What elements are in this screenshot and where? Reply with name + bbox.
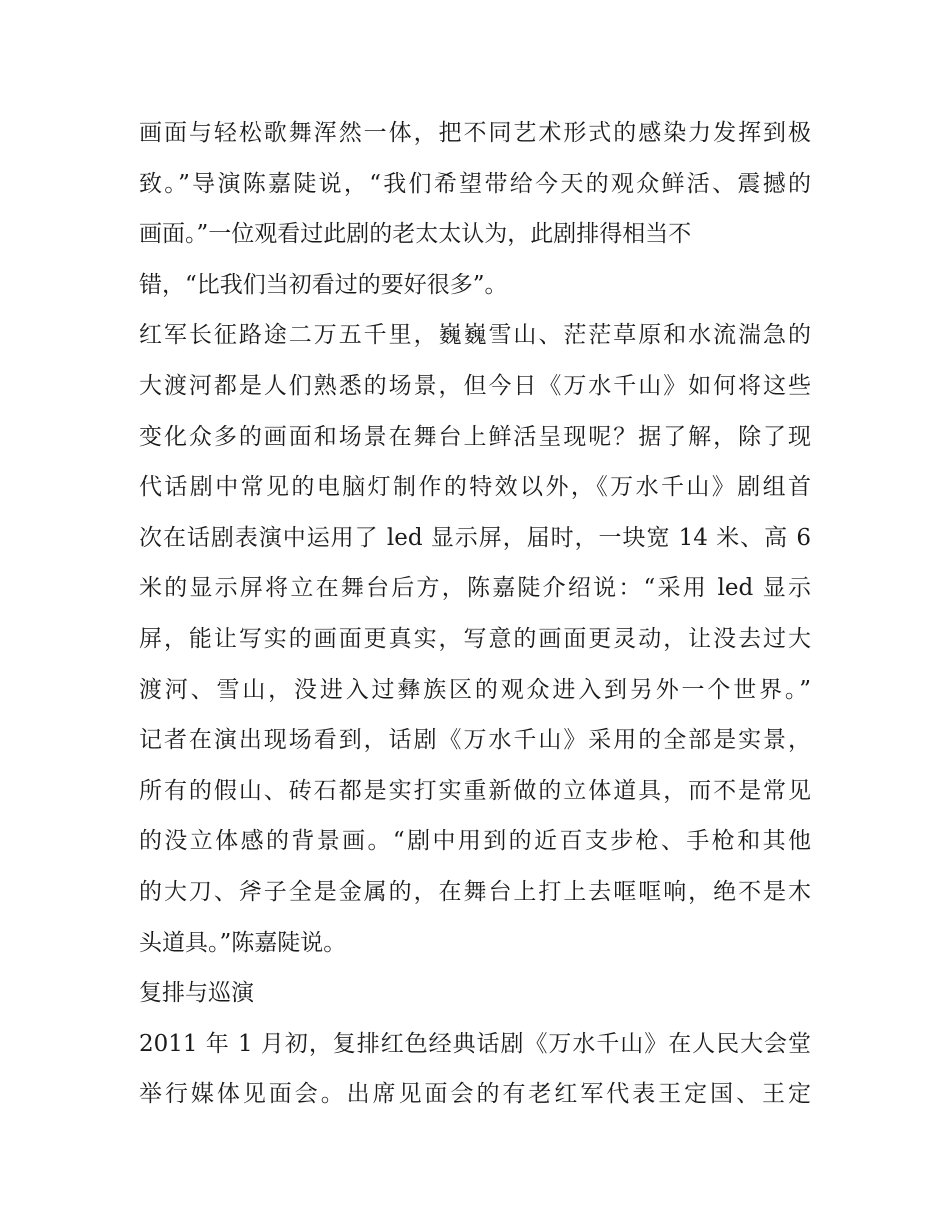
text-line: 变化众多的画面和场景在舞台上鲜活呈现呢？据了解，除了现 [139, 423, 811, 450]
text-line: 2011 年 1 月初，复排红色经典话剧《万水千山》在人民大会堂 [139, 1030, 811, 1057]
text-line: 代话剧中常见的电脑灯制作的特效以外，《万水千山》剧组首 [139, 474, 811, 501]
text-line: 画面与轻松歌舞浑然一体，把不同艺术形式的感染力发挥到极 [139, 120, 811, 146]
text-line: 米的显示屏将立在舞台后方，陈嘉陡介绍说：“采用 led 显示 [139, 575, 811, 602]
text-line: 所有的假山、砖石都是实打实重新做的立体道具，而不是常见 [139, 777, 811, 804]
text-line: 记者在演出现场看到，话剧《万水千山》采用的全部是实景， [139, 727, 811, 754]
text-line: 的大刀、斧子全是金属的，在舞台上打上去哐哐响，绝不是木 [139, 878, 811, 905]
text-line: 头道具。”陈嘉陡说。 [139, 929, 347, 956]
article-body [139, 108, 811, 1120]
text-line: 的没立体感的背景画。“剧中用到的近百支步枪、手枪和其他 [139, 828, 811, 855]
text-line: 致。”导演陈嘉陡说，“我们希望带给今天的观众鲜活、震撼的 [139, 170, 811, 197]
text-line: 渡河、雪山，没进入过彝族区的观众进入到另外一个世界。” [139, 676, 811, 703]
section-heading: 复排与巡演 [139, 980, 254, 1007]
text-line: 红军长征路途二万五千里，巍巍雪山、茫茫草原和水流湍急的 [139, 322, 811, 349]
text-line: 大渡河都是人们熟悉的场景，但今日《万水千山》如何将这些 [139, 372, 811, 399]
text-line: 次在话剧表演中运用了 led 显示屏，届时，一块宽 14 米、高 6 [139, 524, 811, 551]
text-line: 错，“比我们当初看过的要好很多”。 [139, 271, 508, 298]
text-line: 画面。”一位观看过此剧的老太太认为，此剧排得相当不 [139, 221, 692, 248]
text-line: 举行媒体见面会。出席见面会的有老红军代表王定国、王定 [139, 1081, 811, 1108]
text-line: 屏，能让写实的画面更真实，写意的画面更灵动，让没去过大 [139, 625, 811, 652]
